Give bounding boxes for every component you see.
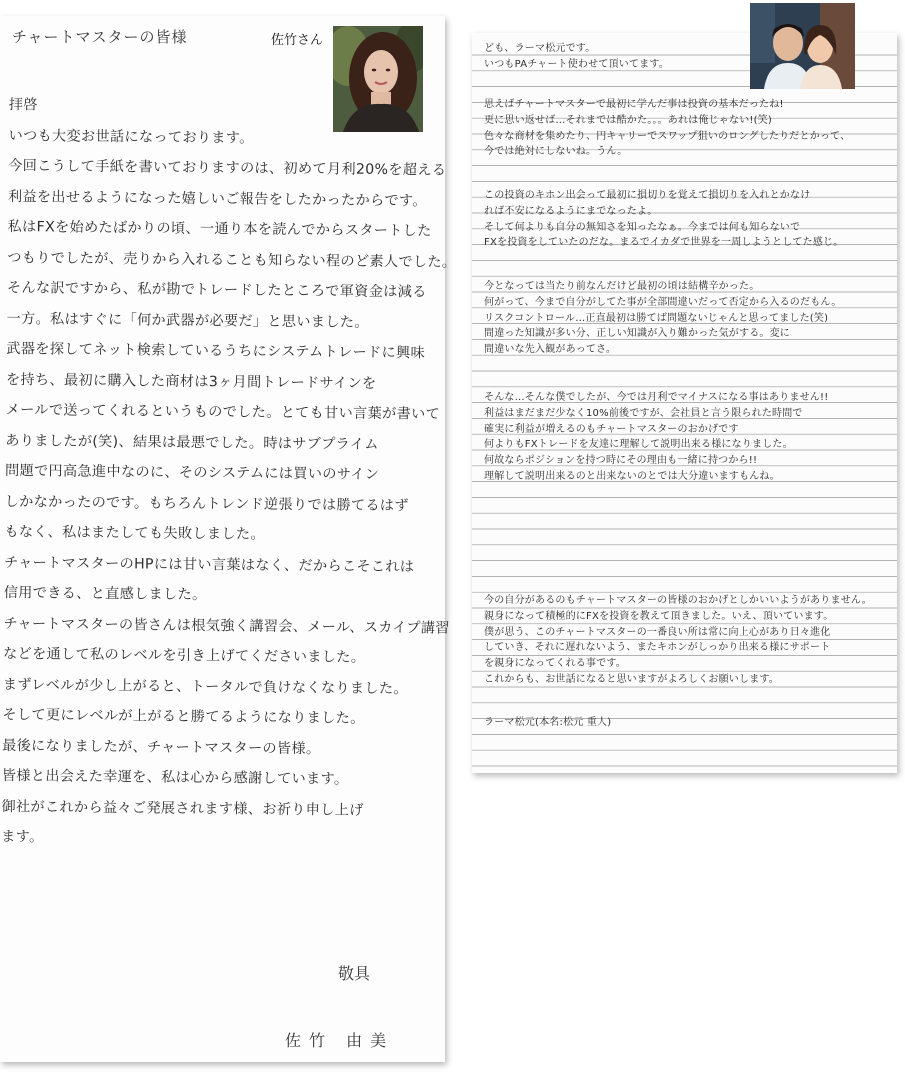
letter-line: そして更にレベルが上がると勝てるようになりました。 <box>2 706 365 727</box>
letter-line: 今の自分があるのもチャートマスターの皆様のおかげとしかいいようがありません。 <box>484 595 872 606</box>
letter-line: ます。 <box>1 828 44 846</box>
letter-line: 何がって、今まで自分がしてた事が全部間違いだって否定から入るのだもん。 <box>484 296 842 308</box>
letter-line: 問題で円高急進中なのに、そのシステムには買いのサイン <box>4 462 380 483</box>
letter-right <box>472 33 897 773</box>
letter-line: そんな…そんな僕でしたが、今では月利でマイナスになる事はありません!! <box>484 392 829 403</box>
letter-line: していき、それに遅れないよう、またキホンがしっかり出来る様にサポート <box>484 642 831 654</box>
letter-line: つもりでしたが、売りから入れることも知らない程のど素人でした。 <box>7 249 457 271</box>
letter-line: 拝啓 <box>8 96 38 114</box>
letter-line: 皆様と出会えた幸運を、私は心から感謝しています。 <box>1 767 349 788</box>
letter-line: 更に思い返せば…それまでは酷かた。。。あれは俺じゃない!(笑) <box>484 114 773 126</box>
letter-line: 色々な商材を集めたり、円キャリーでスワップ狙いのロングしたりだとかって、 <box>484 130 851 142</box>
letter-signature: 佐竹 由美 <box>285 1031 395 1050</box>
letter-line: 何故ならポジションを持つ時にその理由も一緒に持つから!! <box>484 455 758 467</box>
letter-line: れば不安になるようにまでなったよ。 <box>484 205 658 217</box>
letter-line: 私はFXを始めたばかりの頃、一通り本を読んでからスタートした <box>7 218 432 240</box>
letter-block-basics <box>484 97 894 160</box>
letter-line: 間違いな先入観があってさ。 <box>484 344 617 356</box>
letter-signature-right <box>484 715 894 731</box>
letter-line: リスクコントロール…正直最初は勝てば問題ないじゃんと思ってました(笑) <box>484 312 829 324</box>
letter-line: 信用できる、と直感しました。 <box>3 584 207 604</box>
letter-line: 理解して説明出来るのと出来ないのとでは大分違いますもんね。 <box>484 470 780 482</box>
couple-photo <box>750 3 855 89</box>
letter-line: を持ち、最初に購入した商材は3ヶ月間トレードサインを <box>5 371 377 392</box>
letter-line: ども、ラーマ松元です。 <box>484 43 596 54</box>
letter-left <box>0 16 457 1062</box>
letter-line: 僕が思う、このチャートマスターの一番良い所は常に向上心があり日々進化 <box>484 626 831 638</box>
letter-line: 利益を出せるようになった嬉しいご報告をしたかったからです。 <box>7 188 427 209</box>
letter-line: ありましたが(笑)、結果は最悪でした。時はサブプライム <box>5 432 379 453</box>
letter-line: チャートマスターのHPには甘い言葉はなく、だからこそこれは <box>3 554 415 575</box>
letter-line: 今では絶対にしないね。うん。 <box>484 146 628 158</box>
couple-portrait-image <box>750 3 855 89</box>
letter-line: 武器を探してネット検索しているうちにシステムトレードに興味 <box>6 340 426 362</box>
letter-line: 何よりもFXトレードを友達に理解して説明出来る様になりました。 <box>484 439 793 451</box>
letter-line: FXを投資をしていたのだな。まるでイカダで世界を一周しようとしてた感じ。 <box>484 237 844 249</box>
letter-line: この投資のキホン出会って最初に損切りを覚えて損切りを入れとかなけ <box>484 190 811 201</box>
letter-line: 最後になりましたが、チャートマスターの皆様。 <box>2 737 321 757</box>
letter-line: 御社がこれから益々ご発展されます様、お祈り申し上げ <box>1 798 364 819</box>
letter-block-hardtimes <box>484 279 894 358</box>
letter-closing: 敬具 <box>338 964 371 983</box>
letter-line: を親身になってくれる事です。 <box>484 658 626 670</box>
letter-line: まずレベルが少し上がると、トータルで負けなくなりました。 <box>2 676 408 697</box>
letter-body <box>1 90 457 857</box>
author-photo <box>333 26 423 132</box>
letter-line: そして何よりも自分の無知さを知ったなぁ。今までは何も知らないで <box>484 221 801 233</box>
author-name-tag: 佐竹さん <box>271 32 324 47</box>
letter-line: ラーマ松元(本名:松元 重人) <box>484 717 612 728</box>
letter-line: 思えばチャートマスターで最初に学んだ事は投資の基本だったね! <box>484 99 784 110</box>
letter-line: 間違った知識が多い分、正しい知識が入り難かった気がする。変に <box>484 328 790 340</box>
letter-line: 今回こうして手紙を書いておりますのは、初めて月利20%を超える <box>8 157 447 179</box>
letter-line: いつも大変お世話になっております。 <box>8 127 254 147</box>
letter-line: メールで送ってくれるというものでした。とても甘い言葉が書いて <box>5 401 441 423</box>
letter-line: 今となっては当たり前なんだけど最初の頃は結構辛かった。 <box>484 281 760 292</box>
letter-line: しかなかったのです。もちろんトレンド逆張りでは勝てるはず <box>4 493 409 514</box>
letter-line: そんな訳ですから、私が勘でトレードしたところで軍資金は減る <box>6 279 427 301</box>
letter-line: 一方。私はすぐに「何か武器が必要だ」と思いました。 <box>6 310 369 331</box>
letter-block-thanks <box>484 593 894 688</box>
letter-line: チャートマスターの皆さんは根気強く講習会、メール、スカイプ講習 <box>3 615 450 637</box>
letter-line: 利益はまだまだ少なく10%前後ですが、会社員と言う限られた時間で <box>484 407 803 419</box>
letter-block-stoploss <box>484 188 894 251</box>
letter-line: これからも、お世話になると思いますがよろしくお願いします。 <box>484 673 779 685</box>
letter-line: 確実に利益が増えるのもチャートマスターのおかげです <box>484 423 739 435</box>
letter-line: もなく、私はまたしても失敗しました。 <box>4 523 265 543</box>
letter-block-results <box>484 390 894 485</box>
letter-line: などを通して私のレベルを引き上げてくださいました。 <box>3 645 366 666</box>
woman-portrait-image <box>333 26 423 132</box>
letter-line: いつもPAチャート使わせて頂いてます。 <box>484 58 669 70</box>
letter-greeting: チャートマスターの皆様 <box>12 28 188 46</box>
letter-line: 親身になって積極的にFXを投資を教えて頂きました。いえ、頂いています。 <box>484 610 834 622</box>
